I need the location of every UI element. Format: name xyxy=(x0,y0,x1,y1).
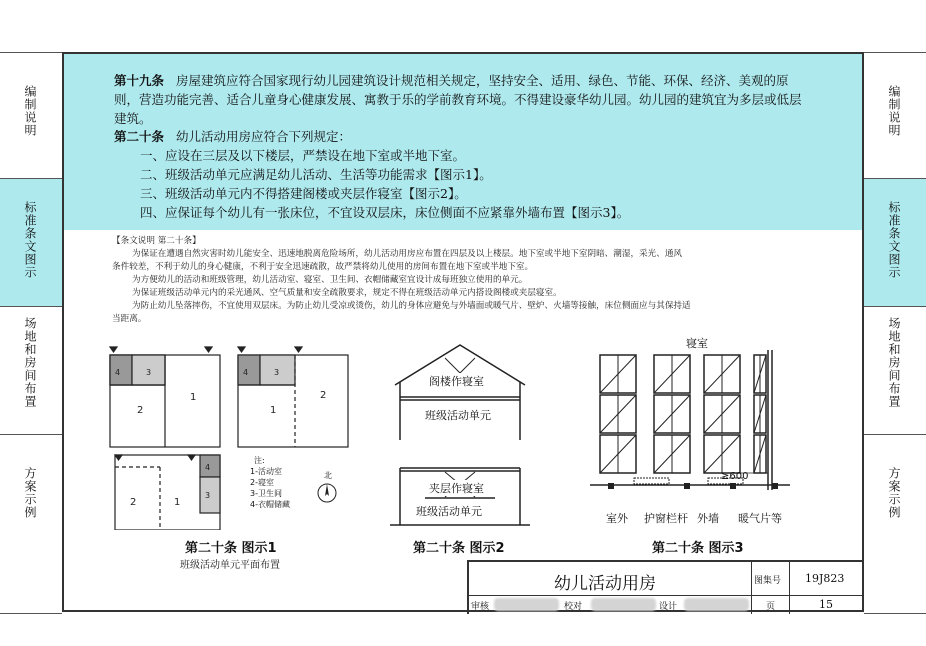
side-nav-left-1[interactable] xyxy=(0,52,62,179)
legend-item: 1-活动室 xyxy=(250,467,282,476)
clause-20-item-2: 二、班级活动单元应满足幼儿活动、生活等功能需求【图示1】。 xyxy=(140,167,492,182)
clause-20-head xyxy=(114,127,804,146)
side-nav-label: 标准条文图示 xyxy=(887,201,901,279)
clause-20-item-4: 四、应保证每个幼儿有一张床位，不宜设双层床，床位侧面不应紧靠外墙布置【图示3】。 xyxy=(140,205,630,220)
side-nav-right-4[interactable] xyxy=(864,434,926,614)
attic-label: 阁楼作寝室 xyxy=(429,375,484,388)
side-nav-label: 编制说明 xyxy=(23,85,37,137)
plan-num: 2 xyxy=(137,405,144,416)
legend-item: 3-卫生间 xyxy=(250,489,282,498)
outer-wall-label: 外墙 xyxy=(697,512,719,525)
window-rail-label: 护窗栏杆 xyxy=(644,512,688,525)
side-nav-left-3[interactable] xyxy=(0,306,62,435)
plan-num: 2 xyxy=(130,497,137,508)
side-nav-right-3[interactable] xyxy=(864,306,926,435)
north-label: 北 xyxy=(324,471,332,480)
bedroom-label: 寝室 xyxy=(686,337,708,350)
design-signature xyxy=(684,598,749,611)
figure-1-caption: 第二十条 图示1 xyxy=(185,541,277,556)
clause-20-item-3: 三、班级活动单元内不得搭建阁楼或夹层作寝室【图示2】。 xyxy=(140,186,467,201)
figure-1-subcaption: 班级活动单元平面布置 xyxy=(180,560,280,571)
mezzanine-label: 夹层作寝室 xyxy=(429,482,484,495)
clause-19 xyxy=(114,71,804,128)
outdoor-label: 室外 xyxy=(606,512,628,525)
atlas-label: 图集号 xyxy=(754,576,782,586)
title-block-title: 幼儿活动用房 xyxy=(554,574,656,594)
plan-num: 3 xyxy=(205,491,211,500)
plan-num: 4 xyxy=(115,368,121,377)
clause-20-title: 第二十条 xyxy=(114,129,165,144)
plan-num: 1 xyxy=(190,392,197,403)
explanation-line: 为保证在遭遇自然灾害时幼儿能安全、迅速地脱离危险场所，幼儿活动用房应布置在四层及以上楼层。地下室或半地下室阴暗、潮湿，采光、通风 xyxy=(132,249,683,259)
page-label: 页 xyxy=(766,602,776,612)
side-nav-left-4[interactable] xyxy=(0,434,62,614)
north-arrow-icon xyxy=(316,482,338,504)
figure-3-caption: 第二十条 图示3 xyxy=(652,541,744,556)
side-nav-right-2[interactable] xyxy=(864,178,926,307)
spacing-dimension: ≥600 xyxy=(721,471,749,482)
legend-title: 注: xyxy=(254,456,265,465)
clause-19-title: 第十九条 xyxy=(114,73,165,88)
side-nav-left-2[interactable] xyxy=(0,178,62,307)
explanation-line: 为防止幼儿坠落摔伤，不宜使用双层床。为防止幼儿受凉或烫伤，幼儿的身体应避免与外墙面或暖气片、壁炉、火墙等接触，床位侧面应与其保持适 xyxy=(132,301,691,311)
atlas-number: 19J823 xyxy=(805,572,845,585)
title-block xyxy=(467,560,864,614)
explanation-line: 条件较差，不利于幼儿的身心健康，不利于安全迅速疏散，故严禁将幼儿使用的房间布置在地下室或半地下室。 xyxy=(112,262,534,272)
plan-num: 3 xyxy=(274,368,280,377)
figure-2-drawing xyxy=(385,340,545,530)
check-signature xyxy=(591,598,656,611)
clause-19-text: 房屋建筑应符合国家现行幼儿园建筑设计规范相关规定，坚持安全、适用、绿色、节能、环保、经济、美观的原则，营造功能完善、适合儿童身心健康发展、寓教于乐的学前教育环境。不得建设豪华幼儿园。幼儿园的建筑宜为多层或低层建筑。 xyxy=(114,73,802,126)
radiator-label: 暖气片等 xyxy=(738,512,782,525)
page-number: 15 xyxy=(819,598,833,611)
explanation-heading: 【条文说明 第二十条】 xyxy=(112,236,201,246)
side-nav-label: 标准条文图示 xyxy=(23,201,37,279)
side-nav-right-1[interactable] xyxy=(864,52,926,179)
legend-item: 2-寝室 xyxy=(250,478,274,487)
plan-num: 4 xyxy=(205,463,211,472)
figure-1-drawing xyxy=(100,340,350,530)
side-nav-label: 编制说明 xyxy=(887,85,901,137)
design-label: 设计 xyxy=(659,602,678,612)
figure-3-drawing xyxy=(590,345,790,505)
check-label: 校对 xyxy=(564,602,583,612)
figure-2-caption: 第二十条 图示2 xyxy=(413,541,505,556)
plan-num: 2 xyxy=(320,390,327,401)
plan-num: 3 xyxy=(146,368,152,377)
explanation-line: 为保证班级活动单元内的采光通风、空气质量和安全疏散要求，规定不得在班级活动单元内搭设阁楼或夹层寝室。 xyxy=(132,288,562,298)
clause-20-intro: 幼儿活动用房应符合下列规定： xyxy=(175,129,351,144)
side-nav-label: 场地和房间布置 xyxy=(887,317,901,408)
side-nav-label: 场地和房间布置 xyxy=(23,317,37,408)
clause-20-item-1: 一、应设在三层及以下楼层，严禁设在地下室或半地下室。 xyxy=(140,148,466,163)
explanation-line: 为方便幼儿的活动和班级管理，幼儿活动室、寝室、卫生间、衣帽储藏室宜设计成每班独立使用的单元。 xyxy=(132,275,528,285)
review-label: 审核 xyxy=(471,602,490,612)
unit-label: 班级活动单元 xyxy=(416,505,482,518)
side-nav-label: 方案示例 xyxy=(887,467,901,519)
side-nav-label: 方案示例 xyxy=(23,467,37,519)
plan-num: 4 xyxy=(243,368,249,377)
review-signature xyxy=(494,598,559,611)
plan-num: 1 xyxy=(270,405,277,416)
plan-num: 1 xyxy=(174,497,181,508)
explanation-line: 当距离。 xyxy=(112,314,147,324)
unit-label: 班级活动单元 xyxy=(425,409,491,422)
legend-item: 4-衣帽储藏 xyxy=(250,500,290,509)
